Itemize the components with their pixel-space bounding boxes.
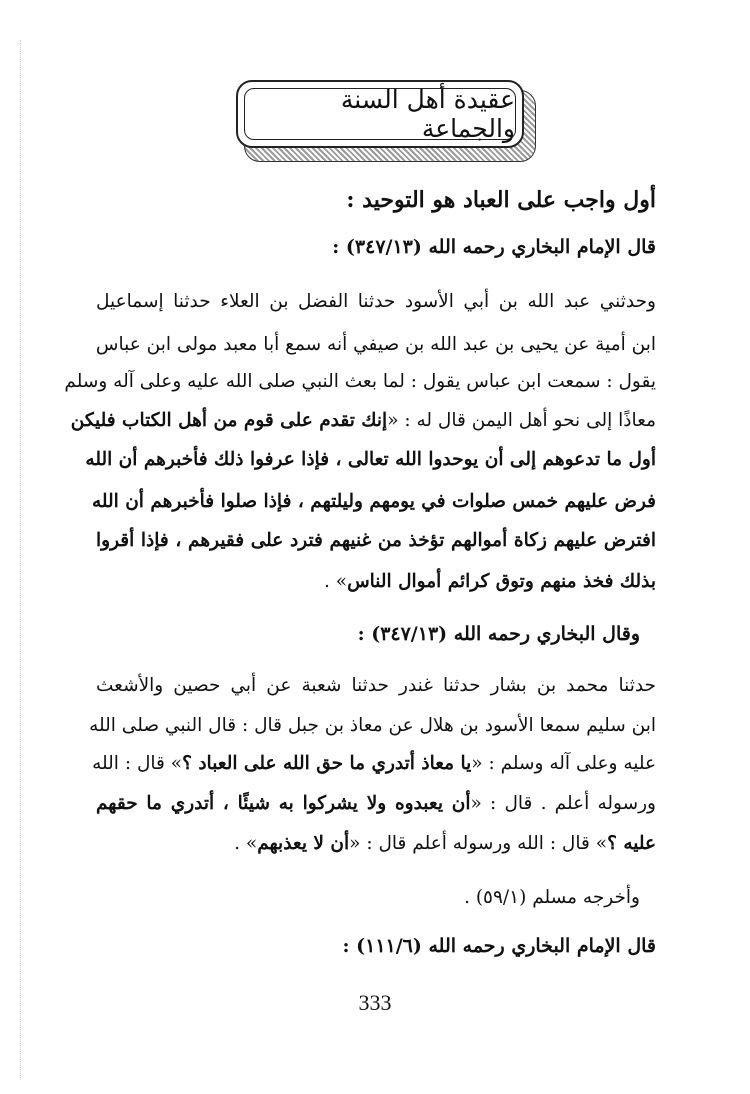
citation-heading: قال الإمام البخاري رحمه الله (١١١/٦) : [342, 935, 656, 957]
hadith-text: أن يعبدوه ولا يشركوا به شيئًا ، أتدري ما حقهم [96, 793, 471, 814]
text-run: » قال : الله ورسوله أعلم قال : « [349, 833, 608, 854]
text-line [96, 790, 656, 818]
text-line [324, 568, 656, 596]
hadith-line: افترض عليهم زكاة أموالهم تؤخذ من غنيهم فترد على فقيرهم ، فإذا أقروا [96, 530, 656, 551]
hadith-text: أن لا يعذبهم [257, 833, 350, 854]
source-note: وأخرجه مسلم (٥٩/١) . [464, 887, 640, 908]
text-line: حدثنا محمد بن بشار حدثنا غندر حدثنا شعبة عن أبي حصين والأشعث [96, 675, 656, 696]
text-run: معاذًا إلى نحو أهل اليمن قال له : « [387, 410, 656, 431]
text-line [92, 750, 656, 778]
hadith-text: إنك تقدم على قوم من أهل الكتاب فليكن [70, 410, 388, 431]
title-cartouche [236, 80, 536, 162]
text-run: » . [323, 571, 348, 592]
text-run: » قال : الله [92, 753, 183, 774]
text-line: وحدثني عبد الله بن أبي الأسود حدثنا الفضل بن العلاء حدثنا إسماعيل [96, 291, 656, 312]
text-line: يقول : سمعت ابن عباس يقول : لما بعث النبي صلى الله عليه وعلى آله وسلم [64, 371, 656, 392]
text-run: عليه وعلى آله وسلم : « [471, 753, 656, 774]
citation-heading: وقال البخاري رحمه الله (٣٤٧/١٣) : [357, 623, 640, 645]
running-title: عقيدة أهل السنة والجماعة [244, 88, 516, 140]
title-box [236, 80, 524, 148]
text-line [234, 830, 656, 858]
text-run: ورسوله أعلم . قال : « [470, 793, 656, 814]
page-number: 333 [358, 990, 392, 1015]
hadith-text: عليه ؟ [607, 833, 656, 854]
hadith-text: يا معاذ أتدري ما حق الله على العباد ؟ [182, 753, 472, 774]
text-line [70, 407, 656, 435]
margin-rule [20, 40, 21, 1080]
text-line: ابن سليم سمعا الأسود بن هلال عن معاذ بن جبل قال : قال النبي صلى الله [89, 715, 656, 736]
text-line: ابن أمية عن يحيى بن عبد الله بن صيفي أنه سمع أبا معبد مولى ابن عباس [95, 334, 656, 355]
hadith-line: أول ما تدعوهم إلى أن يوحدوا الله تعالى ، فإذا عرفوا ذلك فأخبرهم أن الله [85, 449, 656, 470]
text-run: » . [234, 833, 258, 854]
hadith-text: بذلك فخذ منهم وتوق كرائم أموال الناس [347, 571, 656, 592]
section-heading: أول واجب على العباد هو التوحيد : [346, 187, 656, 213]
citation-heading: قال الإمام البخاري رحمه الله (٣٤٧/١٣) : [332, 236, 656, 258]
hadith-line: فرض عليهم خمس صلوات في يومهم وليلتهم ، فإذا صلوا فأخبرهم أن الله [91, 491, 656, 512]
